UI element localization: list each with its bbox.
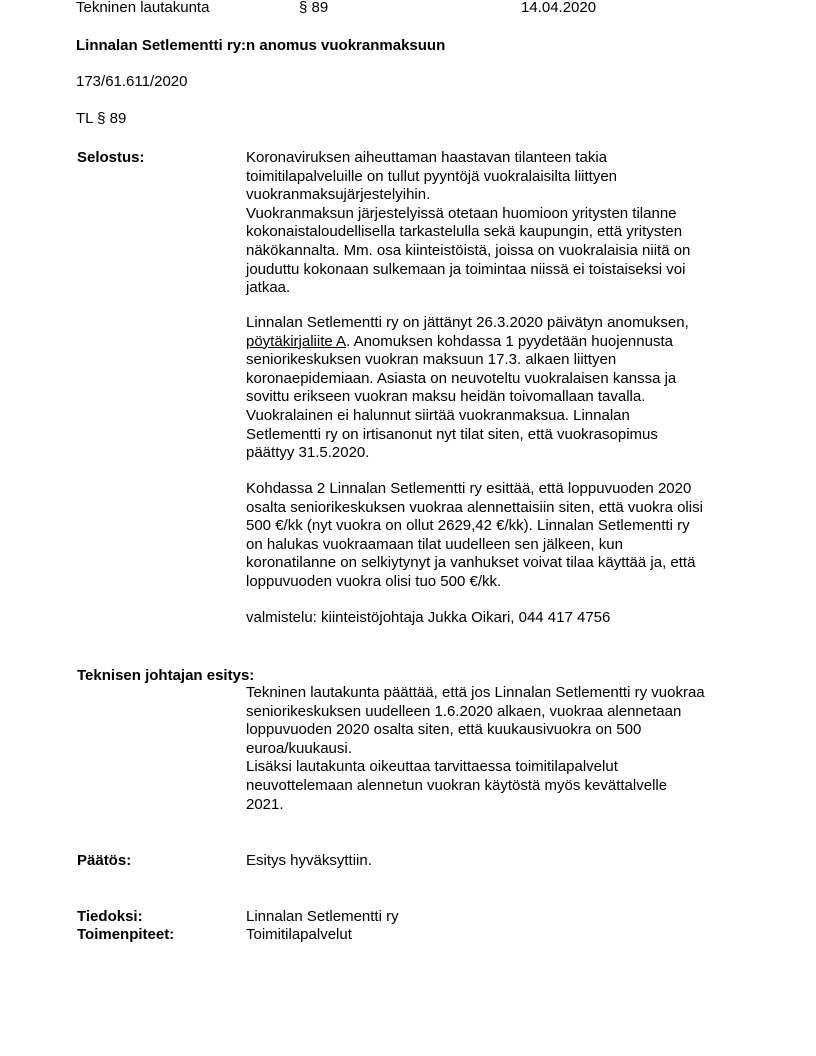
- header-committee: Tekninen lautakunta: [76, 0, 210, 16]
- attachment-link[interactable]: pöytäkirjaliite A: [246, 332, 347, 350]
- text-line: Kohdassa 2 Linnalan Setlementti ry esittää, että loppuvuoden 2020: [246, 480, 692, 497]
- selostus-label: Selostus:: [77, 149, 145, 166]
- tiedoksi-text: Linnalan Setlementti ry: [246, 908, 399, 925]
- text-line: Vuokranmaksun järjestelyissä otetaan huomioon yritysten tilanne: [246, 204, 677, 222]
- valmistelu-line: valmistelu: kiinteistöjohtaja Jukka Oikari, 044 417 4756: [246, 609, 611, 626]
- text-line: loppuvuoden vuokra olisi tuo 500 €/kk.: [246, 572, 502, 590]
- text-line: Vuokralainen ei halunnut siirtää vuokranmaksua. Linnalan: [246, 406, 630, 424]
- text-line: näkökannalta. Mm. osa kiinteistöistä, joissa on vuokralaisia niitä on: [246, 241, 691, 259]
- text-line: loppuvuoden 2020 osalta siten, että kuukausivuokra on 500: [246, 721, 642, 739]
- paatos-label: Päätös:: [77, 852, 132, 869]
- tiedoksi-label: Tiedoksi:: [77, 908, 143, 925]
- text-line: Linnalan Setlementti ry on jättänyt 26.3.2020 päivätyn anomuksen,: [246, 314, 689, 331]
- text-line: Lisäksi lautakunta oikeuttaa tarvittaessa toimitilapalvelut: [246, 758, 618, 776]
- toimenpiteet-label: Toimenpiteet:: [77, 926, 175, 943]
- text-line: on halukas vuokraamaan tilat uudelleen sen jälkeen, kun: [246, 535, 623, 553]
- tl-reference: TL § 89: [76, 110, 127, 127]
- text-line: [246, 333, 746, 352]
- toimenpiteet-text: Toimitilapalvelut: [246, 926, 352, 943]
- text-line: koronaepidemiaan. Asiasta on neuvoteltu vuokralaisen kanssa ja: [246, 369, 677, 387]
- text-line: Tekninen lautakunta päättää, että jos Linnalan Setlementti ry vuokraa: [246, 684, 705, 701]
- text-line: Setlementti ry on irtisanonut nyt tilat siten, että vuokrasopimus: [246, 425, 658, 443]
- text-line: 500 €/kk (nyt vuokra on ollut 2629,42 €/kk). Linnalan Setlementti ry: [246, 517, 690, 535]
- text-line: kokonaistaloudellisella tarkastelulla sekä kaupungin, että yritysten: [246, 223, 683, 241]
- text-line: jatkaa.: [246, 279, 291, 297]
- text-line: sovittu erikseen vuokran maksu heidän toivomallaan tavalla.: [246, 388, 646, 406]
- text-line: jouduttu kokonaan sulkemaan ja toimintaa niissä ei toistaiseksi voi: [246, 260, 686, 278]
- text-line: osalta seniorikeskuksen vuokraa alennettaisiin siten, että vuokra olisi: [246, 498, 703, 516]
- header-section: § 89: [299, 0, 329, 16]
- text-line: vuokranmaksujärjestelyihin.: [246, 186, 431, 204]
- text-fragment: . Anomuksen kohdassa 1 pyydetään huojennusta: [346, 332, 673, 350]
- text-line: koronatilanne on selkiytynyt ja vanhukset voivat tilaa käyttää ja, että: [246, 554, 696, 572]
- text-line: toimitilapalveluille on tullut pyyntöjä vuokralaisilta liittyen: [246, 167, 618, 185]
- selostus-paragraph-1: [246, 149, 746, 298]
- case-number: 173/61.611/2020: [76, 73, 188, 90]
- selostus-paragraph-2: [246, 314, 746, 463]
- esitys-text: [246, 684, 746, 814]
- text-line: neuvottelemaan alennetun vuokran käytöstä myös kevättalvelle: [246, 776, 668, 794]
- text-line: euroa/kuukausi.: [246, 739, 352, 757]
- esitys-label: Teknisen johtajan esitys:: [77, 667, 255, 684]
- text-line: Koronaviruksen aiheuttaman haastavan tilanteen takia: [246, 149, 608, 166]
- text-line: päättyy 31.5.2020.: [246, 444, 370, 462]
- document-title: Linnalan Setlementti ry:n anomus vuokranmaksuun: [76, 37, 446, 54]
- header-date: 14.04.2020: [521, 0, 597, 16]
- text-line: seniorikeskuksen vuokran maksuun 17.3. alkaen liittyen: [246, 351, 617, 369]
- paatos-text: Esitys hyväksyttiin.: [246, 852, 372, 869]
- selostus-paragraph-3: [246, 480, 746, 592]
- text-line: seniorikeskuksen uudelleen 1.6.2020 alkaen, vuokraa alennetaan: [246, 702, 682, 720]
- text-line: 2021.: [246, 795, 284, 813]
